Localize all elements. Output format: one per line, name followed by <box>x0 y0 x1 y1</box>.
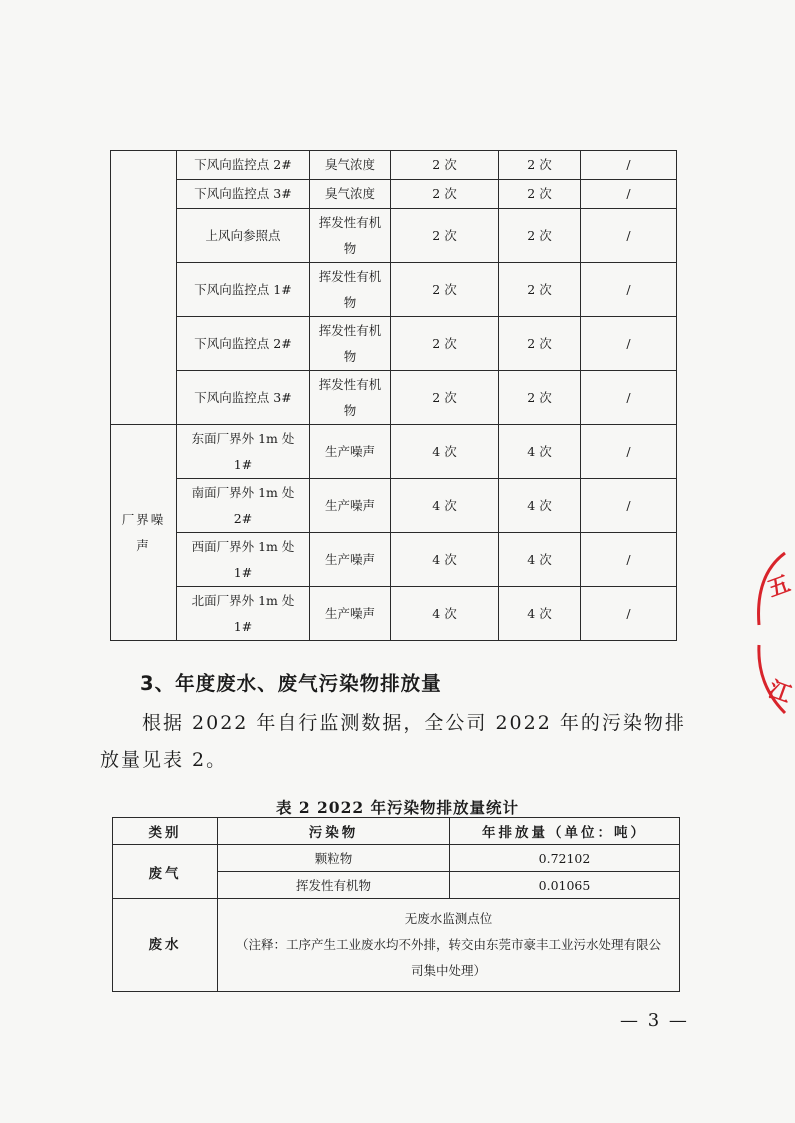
monitor-item: 挥发性有机物 <box>310 317 391 371</box>
water-note-detail: （注释：工序产生工业废水均不外排，转交由东莞市豪丰工业污水处理有限公司集中处理） <box>235 937 661 978</box>
monitor-point: 下风向监控点 2# <box>177 151 310 180</box>
table-row <box>111 533 677 587</box>
amount-cell: 0.01065 <box>450 872 680 899</box>
frequency-plan: 2 次 <box>391 317 499 371</box>
amount-cell: 0.72102 <box>450 845 680 872</box>
table-header-row <box>113 818 680 845</box>
table-row <box>111 479 677 533</box>
monitor-point: 南面厂界外 1m 处 2# <box>177 479 310 533</box>
table-row <box>111 425 677 479</box>
table-row <box>111 587 677 641</box>
frequency-actual: 4 次 <box>499 479 581 533</box>
monitor-item: 生产噪声 <box>310 479 391 533</box>
header-pollutant: 污染物 <box>218 818 450 845</box>
table-row <box>113 899 680 992</box>
monitor-item: 生产噪声 <box>310 587 391 641</box>
monitor-point: 西面厂界外 1m 处 1# <box>177 533 310 587</box>
frequency-plan: 4 次 <box>391 587 499 641</box>
pollutant-cell: 挥发性有机物 <box>218 872 450 899</box>
frequency-plan: 2 次 <box>391 371 499 425</box>
table-row <box>113 845 680 872</box>
monitor-item: 挥发性有机物 <box>310 371 391 425</box>
table-caption: 表 2 2022 年污染物排放量统计 <box>275 798 520 817</box>
note-cell: / <box>581 479 677 533</box>
header-category: 类别 <box>113 818 218 845</box>
monitor-point: 东面厂界外 1m 处 1# <box>177 425 310 479</box>
frequency-actual: 4 次 <box>499 425 581 479</box>
note-cell: / <box>581 587 677 641</box>
note-cell: / <box>581 371 677 425</box>
frequency-actual: 4 次 <box>499 533 581 587</box>
table-row <box>111 263 677 317</box>
table-row <box>111 317 677 371</box>
frequency-plan: 4 次 <box>391 479 499 533</box>
monitor-item: 挥发性有机物 <box>310 209 391 263</box>
header-amount: 年排放量（单位：吨） <box>450 818 680 845</box>
note-cell: / <box>581 151 677 180</box>
frequency-plan: 4 次 <box>391 425 499 479</box>
note-cell: / <box>581 317 677 371</box>
frequency-plan: 4 次 <box>391 533 499 587</box>
frequency-actual: 2 次 <box>499 263 581 317</box>
svg-text:五: 五 <box>764 571 794 603</box>
frequency-actual: 2 次 <box>499 209 581 263</box>
section-paragraph: 根据 2022 年自行监测数据，全公司 2022 年的污染物排放量见表 2。 <box>100 712 686 771</box>
category-noise: 厂界噪声 <box>111 425 177 641</box>
svg-text:江: 江 <box>764 677 795 709</box>
monitor-point: 上风向参照点 <box>177 209 310 263</box>
table-row <box>111 209 677 263</box>
frequency-actual: 2 次 <box>499 317 581 371</box>
monitoring-table <box>110 150 677 641</box>
frequency-plan: 2 次 <box>391 151 499 180</box>
monitor-item: 挥发性有机物 <box>310 263 391 317</box>
table-row <box>111 180 677 209</box>
water-note-cell <box>218 899 680 992</box>
pollutant-cell: 颗粒物 <box>218 845 450 872</box>
page-number: — 3 — <box>620 1010 689 1031</box>
monitor-item: 生产噪声 <box>310 533 391 587</box>
section-heading: 3、年度废水、废气污染物排放量 <box>140 672 442 695</box>
note-cell: / <box>581 425 677 479</box>
emission-table <box>112 817 680 992</box>
red-seal-stamp <box>745 545 795 720</box>
frequency-actual: 4 次 <box>499 587 581 641</box>
note-cell: / <box>581 263 677 317</box>
frequency-actual: 2 次 <box>499 151 581 180</box>
note-cell: / <box>581 209 677 263</box>
frequency-actual: 2 次 <box>499 371 581 425</box>
frequency-plan: 2 次 <box>391 209 499 263</box>
frequency-plan: 2 次 <box>391 263 499 317</box>
note-cell: / <box>581 533 677 587</box>
frequency-actual: 2 次 <box>499 180 581 209</box>
category-cell-empty <box>111 151 177 425</box>
monitor-point: 下风向监控点 3# <box>177 180 310 209</box>
frequency-plan: 2 次 <box>391 180 499 209</box>
note-cell: / <box>581 180 677 209</box>
monitor-point: 下风向监控点 1# <box>177 263 310 317</box>
monitor-point: 下风向监控点 3# <box>177 371 310 425</box>
water-note-title: 无废水监测点位 <box>404 911 493 926</box>
monitor-item: 臭气浓度 <box>310 151 391 180</box>
monitor-item: 生产噪声 <box>310 425 391 479</box>
monitor-point: 北面厂界外 1m 处 1# <box>177 587 310 641</box>
monitor-point: 下风向监控点 2# <box>177 317 310 371</box>
table-row <box>111 151 677 180</box>
category-water: 废水 <box>113 899 218 992</box>
monitor-item: 臭气浓度 <box>310 180 391 209</box>
table-row <box>111 371 677 425</box>
category-gas: 废气 <box>113 845 218 899</box>
